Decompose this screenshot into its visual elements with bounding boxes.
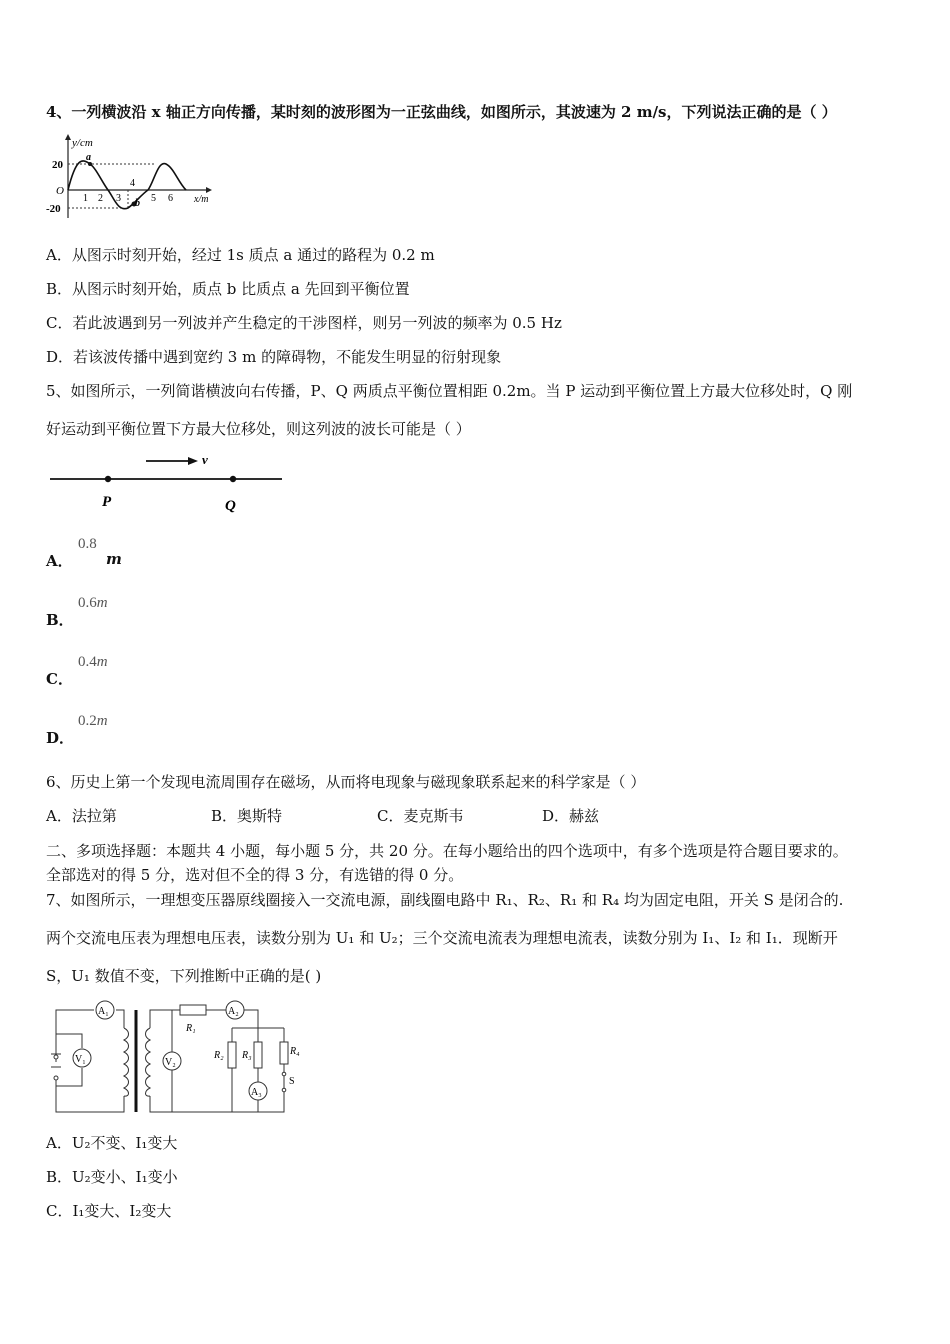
y-axis-arrow: [65, 134, 71, 140]
q7-stem-2: 两个交流电压表为理想电压表，读数分别为 U₁ 和 U₂；三个交流电流表为理想电流表，读数分别为 I₁、I₂ 和 I₁．现断开: [46, 929, 838, 947]
q5-option-a-number: 0.8: [78, 536, 97, 552]
point-q-label: Q: [225, 498, 236, 514]
q5-option-d-number: 0.2: [78, 713, 97, 729]
q5-option-b-number: 0.6: [78, 595, 97, 611]
origin-label: O: [56, 185, 64, 197]
q5-option-a-label: A．: [46, 552, 73, 570]
v2-label: V₂: [165, 1057, 176, 1068]
point-q-dot: [230, 476, 236, 482]
a3-label: A₃: [251, 1087, 262, 1098]
q7-stem-1: 7、如图所示，一理想变压器原线圈接入一交流电源，副线圈电路中 R₁、R₂、R₁ 和 R₄ 均为固定电阻，开关 S 是闭合的.: [46, 891, 844, 909]
tick-5: 5: [151, 193, 156, 204]
resistor-r1: [180, 1005, 206, 1015]
v1-wire-bottom: [56, 1068, 82, 1086]
q5-option-b-label: B．: [46, 611, 74, 629]
point-b-label: b: [135, 198, 140, 209]
q4-option-d: D．若该波传播中遇到宽约 3 m 的障碍物，不能发生明显的衍射现象: [46, 348, 502, 366]
r2-label: R₂: [214, 1050, 224, 1061]
q5-stem-1: 5、如图所示，一列简谐横波向右传播，P、Q 两质点平衡位置相距 0.2m。当 P 运动到平衡位置上方最大位移处时，Q 刚: [46, 382, 853, 400]
source-terminal-top: [54, 1055, 58, 1059]
x-axis-arrow: [206, 187, 212, 193]
q5-stem-2: 好运动到平衡位置下方最大位移处，则这列波的波长可能是（ ）: [46, 420, 471, 438]
q5-option-c-value: [78, 654, 108, 671]
v1-wire-top: [56, 1034, 82, 1048]
q6-option-d: D．赫兹: [542, 807, 600, 825]
primary-wire-top-right: [116, 1010, 124, 1028]
r1-label: R₁: [186, 1023, 196, 1034]
y-bottom-label: -20: [46, 203, 61, 215]
q4-wave-figure: [46, 132, 216, 222]
q5-option-d-value: [78, 713, 108, 730]
wire-a2-node: [244, 1010, 258, 1028]
q7-circuit-figure: [46, 996, 316, 1118]
q7-stem-3: S，U₁ 数值不变，下列推断中正确的是( ): [46, 967, 322, 985]
q5-option-a-unit: m: [106, 550, 122, 568]
primary-wire-bottom: [56, 1076, 124, 1112]
source-terminal-bottom: [54, 1076, 58, 1080]
tick-2: 2: [98, 193, 103, 204]
q5-option-c-number: 0.4: [78, 654, 97, 670]
q5-option-c-unit: m: [96, 654, 108, 670]
tick-6: 6: [168, 193, 173, 204]
q4-option-b: B．从图示时刻开始，质点 b 比质点 a 先回到平衡位置: [46, 280, 410, 298]
q4-option-c: C．若此波遇到另一列波并产生稳定的干涉图样，则另一列波的频率为 0.5 Hz: [46, 314, 562, 332]
q5-option-d-unit: m: [96, 713, 108, 729]
section2-line1: 二、多项选择题：本题共 4 小题，每小题 5 分，共 20 分。在每小题给出的四个选项中，有多个选项是符合题目要求的。: [46, 842, 848, 860]
velocity-arrowhead: [188, 457, 198, 465]
q6-stem: 6、历史上第一个发现电流周围存在磁场，从而将电现象与磁现象联系起来的科学家是（ ）: [46, 773, 646, 791]
tick-3: 3: [116, 193, 121, 204]
velocity-label: v: [202, 452, 208, 467]
q5-option-d-label: D．: [46, 729, 75, 747]
q5-option-a-value: [78, 536, 97, 553]
q5-option-b-value: [78, 595, 108, 612]
secondary-wire-top: [150, 1010, 180, 1028]
q6-option-b: B．奥斯特: [211, 807, 283, 825]
switch-contact-top: [282, 1072, 286, 1076]
q6-option-a: A．法拉第: [46, 807, 117, 825]
q4-option-a: A．从图示时刻开始，经过 1s 质点 a 通过的路程为 0.2 m: [46, 246, 435, 264]
resistor-r2: [228, 1042, 236, 1068]
y-top-label: 20: [52, 159, 63, 171]
a2-label: A₂: [228, 1006, 239, 1017]
secondary-coil: [146, 1028, 151, 1096]
resistor-r3: [254, 1042, 262, 1068]
q6-option-c: C．麦克斯韦: [377, 807, 464, 825]
q5-option-b-unit: m: [96, 595, 108, 611]
switch-label: S: [289, 1076, 295, 1087]
y-label: y/cm: [72, 137, 93, 149]
q5-option-c-label: C．: [46, 670, 73, 688]
q7-option-a: A．U₂不变、I₁变大: [46, 1134, 178, 1152]
v1-label: V₁: [75, 1054, 86, 1065]
r4-label: R₄: [290, 1046, 300, 1057]
a1-label: A₁: [98, 1006, 109, 1017]
point-p-dot: [105, 476, 111, 482]
x-label: x/m: [194, 194, 209, 205]
switch-contact-bottom: [282, 1088, 286, 1092]
q4-stem: 4、一列横波沿 x 轴正方向传播，某时刻的波形图为一正弦曲线，如图所示，其波速为 2 m/s，下列说法正确的是（ ）: [46, 103, 837, 121]
q5-wave-figure: [46, 448, 286, 518]
tick-1: 1: [83, 193, 88, 204]
resistor-r4: [280, 1042, 288, 1064]
point-p-label: P: [102, 494, 112, 510]
q7-option-b: B．U₂变小、I₁变小: [46, 1168, 178, 1186]
tick-4: 4: [130, 178, 135, 189]
section2-line2: 全部选对的得 5 分，选对但不全的得 3 分，有选错的得 0 分。: [46, 866, 464, 884]
point-a-label: a: [86, 152, 91, 163]
r3-label: R₃: [242, 1050, 252, 1061]
q7-option-c: C．I₁变大、I₂变大: [46, 1202, 172, 1220]
primary-coil: [124, 1028, 129, 1096]
